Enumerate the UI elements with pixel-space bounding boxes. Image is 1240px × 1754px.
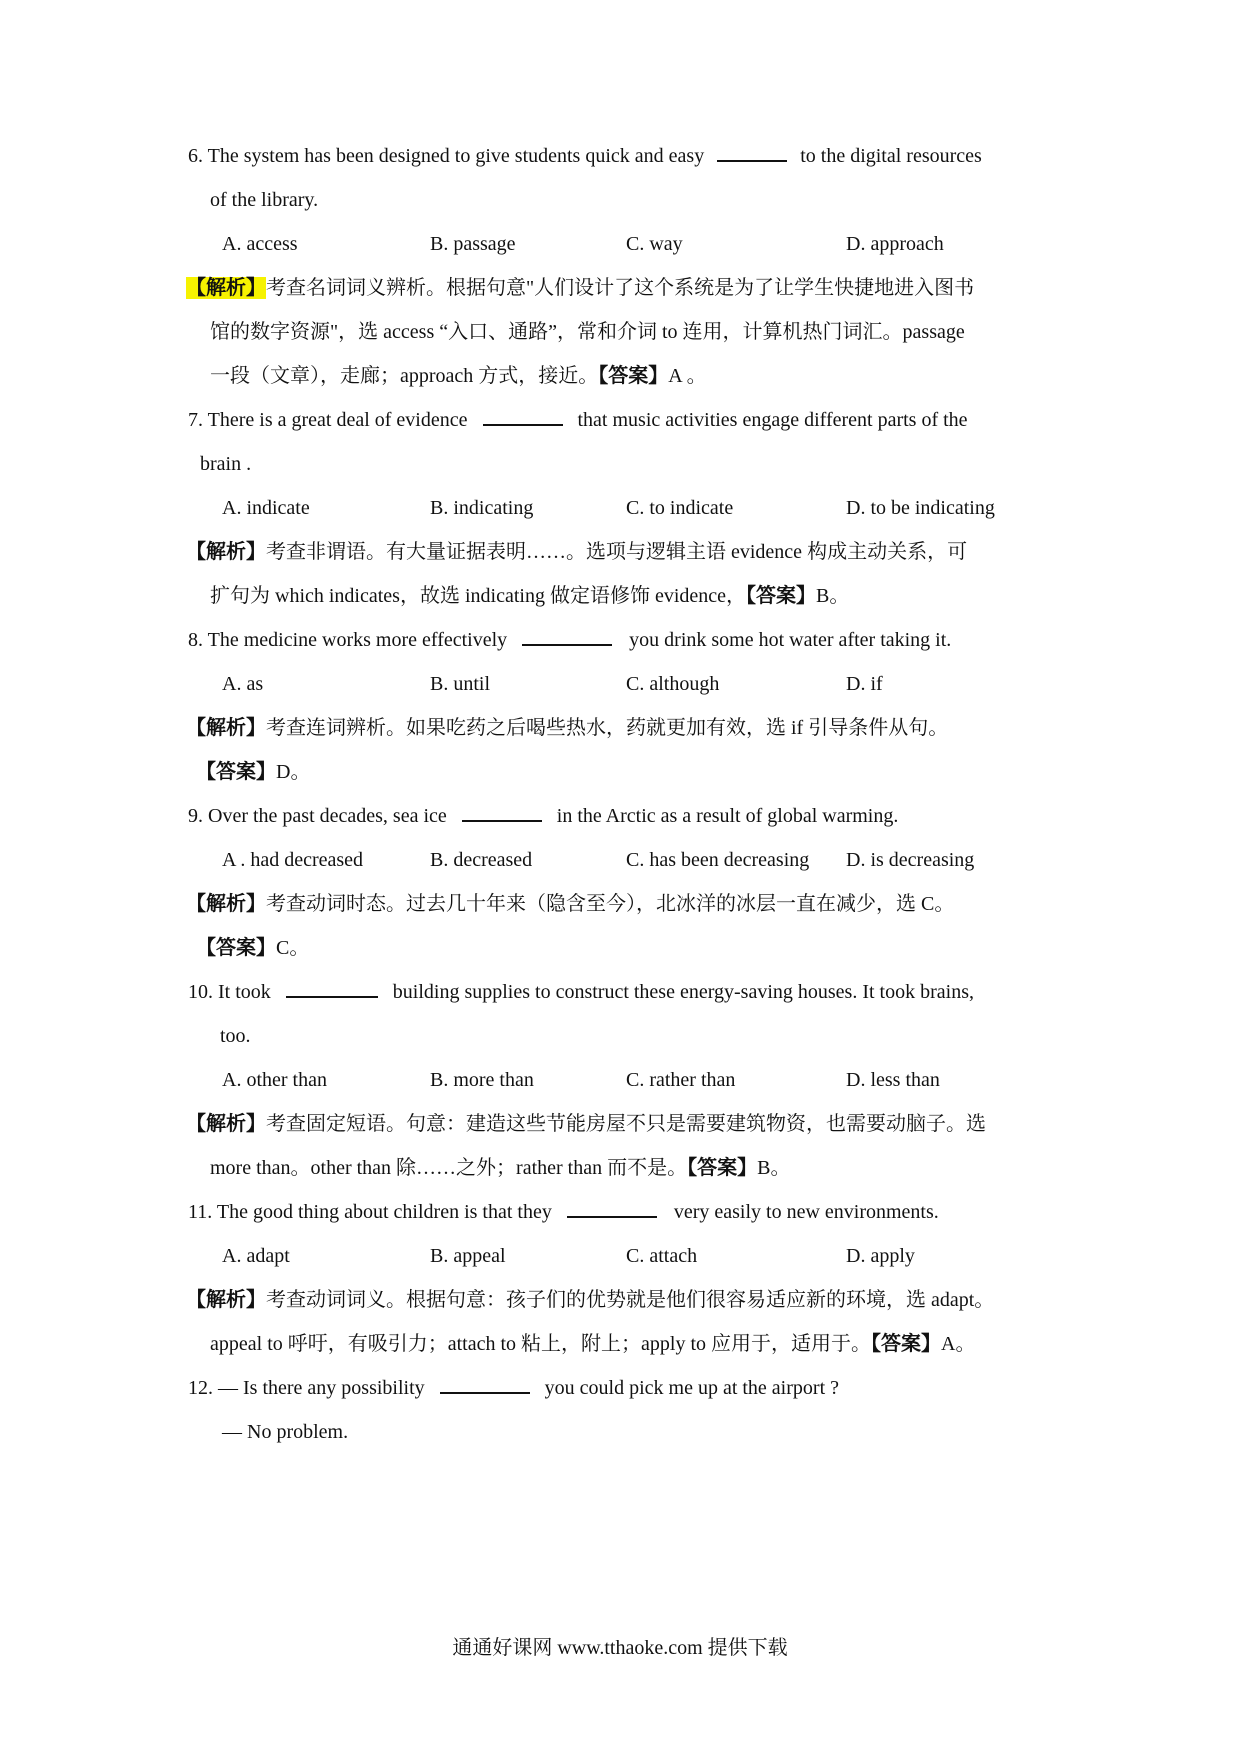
q10-option-c: C. rather than: [626, 1069, 736, 1091]
q10-stem-a: 10. It took: [188, 981, 271, 1003]
q12-blank: [440, 1374, 530, 1394]
q6-stem-a: 6. The system has been designed to give students quick and easy: [188, 145, 705, 167]
q11-blank: [567, 1198, 657, 1218]
q9-option-c: C. has been decreasing: [626, 849, 810, 871]
q8-stem-b: you drink some hot water after taking it.: [629, 629, 952, 651]
q10-analysis-line1: [186, 1110, 986, 1138]
q9-answer-line: [196, 934, 309, 962]
q8-answer-tag: 【答案】: [196, 761, 276, 783]
q6-analysis-1: 考查名词词义辨析。根据句意"人们设计了这个系统是为了让学生快捷地进入图书: [266, 277, 975, 299]
q10-answer-tag: 【答案】: [687, 1157, 758, 1179]
q7-option-b: B. indicating: [430, 497, 534, 519]
q7-option-a: A. indicate: [222, 497, 310, 519]
q10-answer: B。: [757, 1157, 791, 1179]
q8-stem-a: 8. The medicine works more effectively: [188, 629, 508, 651]
q8-analysis-1: 考查连词辨析。如果吃药之后喝些热水，药就更加有效，选 if 引导条件从句。: [266, 717, 949, 739]
q7-blank: [483, 406, 563, 426]
q6-option-a: A. access: [222, 233, 298, 255]
q7-analysis-line1: [186, 538, 967, 566]
q9-analysis-tag: 【解析】: [186, 893, 266, 915]
q9-answer: C。: [276, 937, 310, 959]
q7-analysis-2: 扩句为 which indicates，故选 indicating 做定语修饰 evidence，: [210, 585, 747, 607]
q10-blank: [286, 978, 378, 998]
q9-stem-a: 9. Over the past decades, sea ice: [188, 805, 447, 827]
q7-stem-b: that music activities engage different parts of the: [577, 409, 968, 431]
q10-stem-line1: [188, 978, 974, 1006]
q8-option-a: A. as: [222, 673, 264, 695]
q8-stem-line1: [188, 626, 951, 654]
q6-stem-line2: of the library.: [210, 189, 319, 211]
q7-analysis-line2: [210, 582, 849, 610]
q8-option-b: B. until: [430, 673, 491, 695]
q7-option-d: D. to be indicating: [846, 497, 995, 519]
q9-stem-b: in the Arctic as a result of global warming.: [556, 805, 899, 827]
q9-option-a: A . had decreased: [222, 849, 364, 871]
q9-option-b: B. decreased: [430, 849, 533, 871]
q6-answer: A 。: [668, 365, 707, 387]
q6-option-c: C. way: [626, 233, 683, 255]
q7-stem-line2: brain .: [200, 453, 252, 475]
q11-analysis-line1: [186, 1286, 994, 1314]
q7-analysis-tag: 【解析】: [186, 541, 266, 563]
q11-stem-line1: [188, 1198, 939, 1226]
q10-option-b: B. more than: [430, 1069, 534, 1091]
q7-answer-tag: 【答案】: [746, 585, 817, 607]
q6-option-b: B. passage: [430, 233, 516, 255]
q11-answer: A。: [941, 1333, 976, 1355]
q8-answer-line: [196, 758, 310, 786]
q11-option-c: C. attach: [626, 1245, 698, 1267]
q10-stem-b: building supplies to construct these energy-saving houses. It took brains,: [392, 981, 974, 1003]
q9-analysis-line1: [186, 890, 954, 918]
q10-analysis-1: 考查固定短语。句意：建造这些节能房屋不只是需要建筑物资，也需要动脑子。选: [266, 1113, 986, 1135]
q10-stem-line2: too.: [220, 1025, 251, 1047]
q7-stem-line1: [188, 406, 968, 434]
q12-reply: — No problem.: [222, 1421, 349, 1443]
q7-option-c: C. to indicate: [626, 497, 734, 519]
q8-option-d: D. if: [846, 673, 883, 695]
q6-option-d: D. approach: [846, 233, 944, 255]
q7-stem-a: 7. There is a great deal of evidence: [188, 409, 468, 431]
q8-analysis-tag: 【解析】: [186, 717, 266, 739]
q11-analysis-1: 考查动词词义。根据句意：孩子们的优势就是他们很容易适应新的环境，选 adapt。: [266, 1289, 995, 1311]
q11-stem-b: very easily to new environments.: [673, 1201, 939, 1223]
q8-answer: D。: [276, 761, 311, 783]
q9-answer-tag: 【答案】: [196, 937, 276, 959]
q11-analysis-tag: 【解析】: [186, 1289, 266, 1311]
q11-option-a: A. adapt: [222, 1245, 290, 1267]
q6-analysis-line2: 馆的数字资源"，选 access “入口、通路”，常和介词 to 连用，计算机热门词汇。passage: [210, 321, 965, 343]
q12-stem-a: 12. — Is there any possibility: [188, 1377, 425, 1399]
q9-option-d: D. is decreasing: [846, 849, 975, 871]
q9-blank: [462, 802, 542, 822]
q6-analysis-line1: [186, 274, 974, 302]
q7-analysis-1: 考查非谓语。有大量证据表明……。选项与逻辑主语 evidence 构成主动关系，可: [266, 541, 968, 563]
q11-analysis-line2: [210, 1330, 976, 1358]
q11-stem-a: 11. The good thing about children is that they: [188, 1201, 552, 1223]
q10-analysis-line2: [210, 1154, 790, 1182]
q6-analysis-tag: 【解析】: [186, 277, 266, 299]
q10-analysis-tag: 【解析】: [186, 1113, 266, 1135]
q11-option-b: B. appeal: [430, 1245, 506, 1267]
q6-blank: [717, 142, 787, 162]
q12-stem-b: you could pick me up at the airport ?: [544, 1377, 839, 1399]
q11-analysis-2: appeal to 呼吁，有吸引力；attach to 粘上，附上；apply to 应用于，适用于。: [210, 1333, 872, 1355]
q7-answer: B。: [816, 585, 850, 607]
q8-analysis-line1: [186, 714, 948, 742]
q6-analysis-3: 一段（文章），走廊；approach 方式，接近。: [210, 365, 599, 387]
q6-analysis-line3: [210, 362, 707, 390]
q9-stem-line1: [188, 802, 898, 830]
q11-answer-tag: 【答案】: [871, 1333, 942, 1355]
q8-blank: [522, 626, 612, 646]
q10-analysis-2: more than。other than 除……之外；rather than 而不是。: [210, 1157, 688, 1179]
q10-option-d: D. less than: [846, 1069, 940, 1091]
q11-option-d: D. apply: [846, 1245, 915, 1267]
page-footer: 通通好课网 www.tthaoke.com 提供下载: [452, 1637, 788, 1659]
q10-option-a: A. other than: [222, 1069, 327, 1091]
q12-stem-line1: [188, 1374, 839, 1402]
q9-analysis-1: 考查动词时态。过去几十年来（隐含至今），北冰洋的冰层一直在减少，选 C。: [266, 893, 955, 915]
q6-stem-line1: [188, 142, 982, 170]
q6-answer-tag: 【答案】: [598, 365, 669, 387]
q8-option-c: C. although: [626, 673, 720, 695]
q6-stem-b: to the digital resources: [800, 145, 982, 167]
